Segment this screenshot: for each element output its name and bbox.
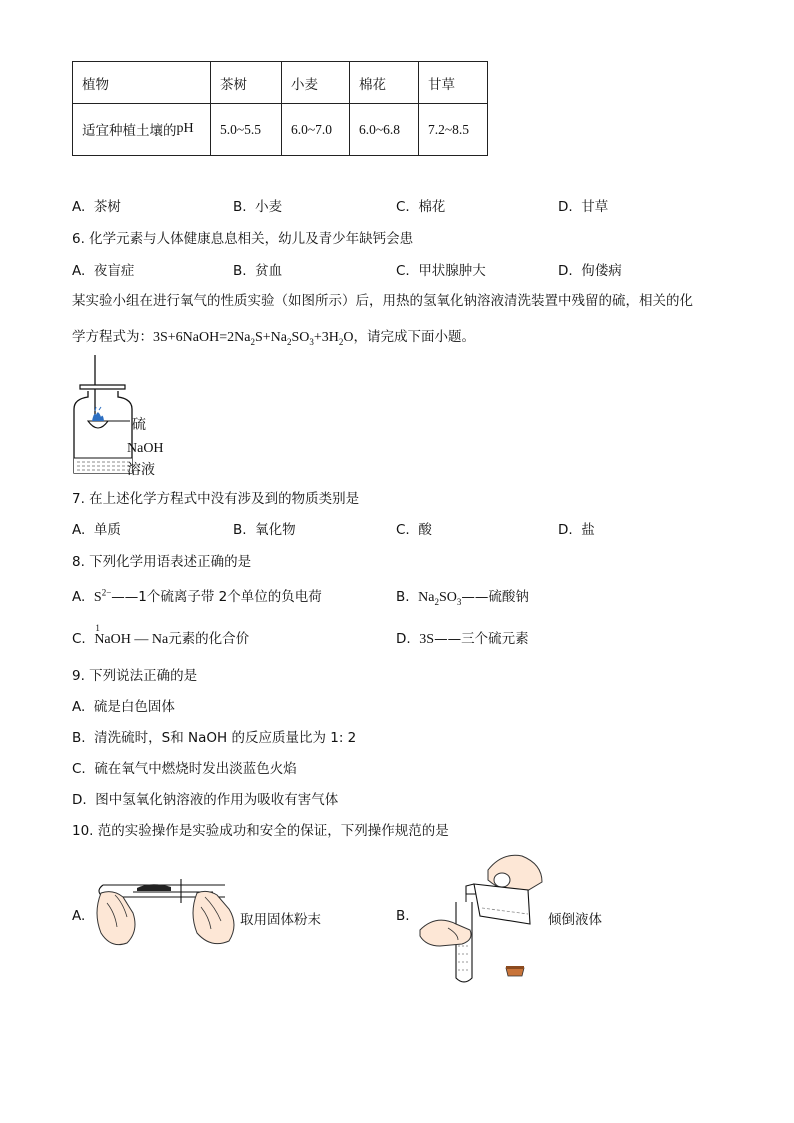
q7-option-a[interactable]: A. 单质	[72, 522, 121, 538]
q7-option-c[interactable]: C. 酸	[396, 522, 432, 538]
q8-stem: 8. 下列化学用语表述正确的是	[72, 554, 252, 570]
label-solution: 溶液	[127, 462, 155, 478]
q9-option-c[interactable]: C. 硫在氧气中燃烧时发出淡蓝色火焰	[72, 761, 297, 777]
table-cell: 7.2~8.5	[419, 104, 488, 156]
table-header-cell: 植物	[73, 62, 211, 104]
q6-option-d[interactable]: D. 佝偻病	[558, 263, 622, 279]
q10-option-b-label: 倾倒液体	[548, 912, 602, 928]
q9-stem: 9. 下列说法正确的是	[72, 668, 198, 684]
label-naoh: NaOH	[127, 441, 164, 456]
q6-stem: 6. 化学元素与人体健康息息相关，幼儿及青少年缺钙会患	[72, 231, 414, 247]
q5-option-c[interactable]: C. 棉花	[396, 199, 446, 215]
ph-table	[72, 61, 488, 156]
table-header-cell: 茶树	[211, 62, 282, 104]
q9-option-b[interactable]: B. 清洗硫时，S和 NaOH 的反应质量比为 1: 2	[72, 730, 357, 746]
q5-option-b[interactable]: B. 小麦	[233, 199, 283, 215]
q5-option-d[interactable]: D. 甘草	[558, 199, 609, 215]
q7-option-b[interactable]: B. 氧化物	[233, 522, 296, 538]
q7-stem: 7. 在上述化学方程式中没有涉及到的物质类别是	[72, 491, 360, 507]
table-row	[73, 104, 488, 156]
gas-bottle-figure	[68, 355, 178, 480]
q6-option-c[interactable]: C. 甲状腺肿大	[396, 263, 486, 279]
q10-stem: 10. 范的实验操作是实验成功和安全的保证，下列操作规范的是	[72, 823, 449, 839]
q8-option-d[interactable]: D. 3S——三个硫元素	[396, 631, 529, 647]
q5-option-a[interactable]: A. 茶树	[72, 199, 121, 215]
table-cell: 6.0~7.0	[282, 104, 350, 156]
q8-option-b[interactable]: B. $Na_2SO_3——$硫酸钠	[396, 589, 529, 607]
passage-line-2: 学方程式为：$3S+6NaOH=2Na_2S+Na_2SO_3+3H_2O$，请完成下面小题。	[72, 329, 476, 347]
q8-option-c[interactable]: C. 1 NaOH — Na元素的化合价	[72, 623, 250, 647]
powder-in-test-tube-figure	[93, 873, 243, 953]
table-header-cell: 棉花	[350, 62, 419, 104]
q6-option-b[interactable]: B. 贫血	[233, 263, 283, 279]
table-row-label: 适宜种植土壤的pH	[73, 104, 211, 156]
q10-option-a-letter[interactable]: A.	[72, 908, 86, 924]
table-cell: 6.0~6.8	[350, 104, 419, 156]
table-row	[73, 62, 488, 104]
q8-option-a[interactable]: A. $S^{2-}——1$个硫离子带 2个单位的负电荷	[72, 587, 322, 605]
q9-option-d[interactable]: D. 图中氢氧化钠溶液的作用为吸收有害气体	[72, 792, 339, 808]
q9-option-a[interactable]: A. 硫是白色固体	[72, 699, 175, 715]
q6-option-a[interactable]: A. 夜盲症	[72, 263, 135, 279]
q10-option-b-letter[interactable]: B.	[396, 908, 410, 924]
label-sulfur: 硫	[132, 417, 146, 433]
table-header-cell: 甘草	[419, 62, 488, 104]
q10-option-a-label: 取用固体粉末	[240, 912, 321, 928]
q7-option-d[interactable]: D. 盐	[558, 522, 595, 538]
chemical-equation: $3S+6NaOH=2Na_2S+Na_2SO_3+3H_2O$	[153, 330, 354, 347]
pouring-liquid-figure	[418, 850, 553, 990]
passage-line-1: 某实验小组在进行氧气的性质实验（如图所示）后，用热的氢氧化钠溶液清洗装置中残留的硫，相关的化	[72, 293, 693, 309]
table-header-cell: 小麦	[282, 62, 350, 104]
table-cell: 5.0~5.5	[211, 104, 282, 156]
